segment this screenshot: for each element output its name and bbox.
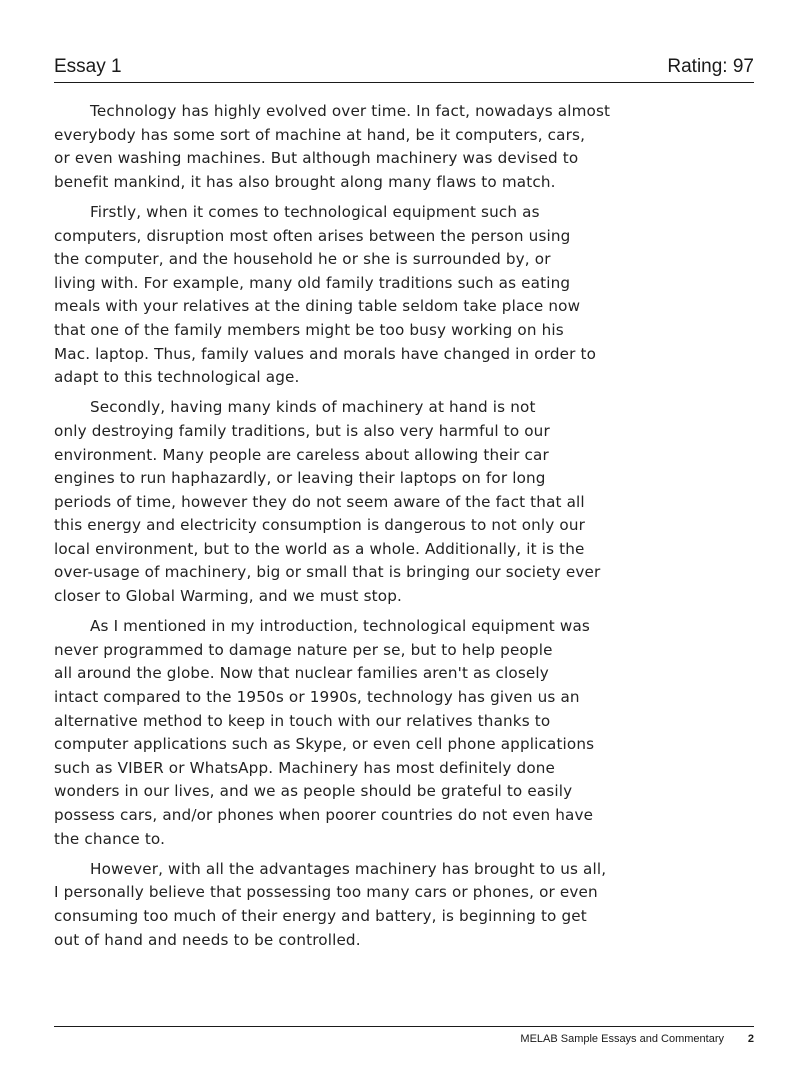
text-line: closer to Global Warming, and we must stop. — [54, 587, 402, 606]
text-line: periods of time, however they do not seem aware of the fact that all — [54, 492, 585, 511]
essay-body — [54, 100, 754, 959]
text-line: Mac. laptop. Thus, family values and morals have changed in order to — [54, 344, 597, 363]
text-line: living with. For example, many old family traditions such as eating — [54, 273, 571, 292]
page-footer — [54, 1026, 754, 1045]
text-line: the chance to. — [54, 829, 166, 848]
text-line: benefit mankind, it has also brought along many flaws to match. — [54, 172, 556, 191]
text-line: Secondly, having many kinds of machinery at hand is not — [90, 398, 536, 417]
text-line: engines to run haphazardly, or leaving their laptops on for long — [54, 469, 546, 488]
page-header — [54, 56, 754, 83]
text-line: this energy and electricity consumption is dangerous to not only our — [54, 516, 586, 535]
paragraph-2 — [54, 201, 754, 390]
text-line: everybody has some sort of machine at hand, be it computers, cars, — [54, 125, 586, 144]
paragraph-1 — [54, 100, 754, 194]
paragraph-5 — [54, 858, 754, 952]
text-line: wonders in our lives, and we as people should be grateful to easily — [54, 782, 573, 801]
essay-rating: Rating: 97 — [667, 56, 754, 77]
text-line: or even washing machines. But although machinery was devised to — [54, 149, 579, 168]
paragraph-4 — [54, 615, 754, 851]
text-line: computers, disruption most often arises between the person using — [54, 226, 571, 245]
text-line: alternative method to keep in touch with our relatives thanks to — [54, 711, 551, 730]
page-number: 2 — [747, 1033, 754, 1045]
text-line: meals with your relatives at the dining table seldom take place now — [54, 297, 581, 316]
text-line: all around the globe. Now that nuclear families aren't as closely — [54, 664, 549, 683]
text-line: I personally believe that possessing too many cars or phones, or even — [54, 883, 598, 902]
text-line: that one of the family members might be too busy working on his — [54, 320, 564, 339]
text-line: possess cars, and/or phones when poorer countries do not even have — [54, 806, 594, 824]
text-line: intact compared to the 1950s or 1990s, technology has given us an — [54, 688, 580, 707]
text-line: Firstly, when it comes to technological equipment such as — [90, 202, 540, 221]
text-line: consuming too much of their energy and battery, is beginning to get — [54, 906, 587, 925]
text-line: Technology has highly evolved over time. In fact, nowadays almost — [90, 102, 611, 120]
text-line: never programmed to damage nature per se, but to help people — [54, 640, 553, 659]
text-line: local environment, but to the world as a whole. Additionally, it is the — [54, 539, 585, 558]
text-line: such as VIBER or WhatsApp. Machinery has most definitely done — [54, 758, 556, 777]
text-line: over-usage of machinery, big or small that is bringing our society ever — [54, 563, 601, 582]
text-line: adapt to this technological age. — [54, 368, 300, 387]
paragraph-3 — [54, 396, 754, 608]
text-line: the computer, and the household he or she is surrounded by, or — [54, 250, 551, 269]
text-line: environment. Many people are careless about allowing their car — [54, 445, 549, 464]
text-line: computer applications such as Skype, or even cell phone applications — [54, 735, 595, 754]
text-line: However, with all the advantages machinery has brought to us all, — [90, 859, 607, 878]
text-line: out of hand and needs to be controlled. — [54, 930, 361, 949]
essay-title: Essay 1 — [54, 56, 122, 77]
footer-publication-title: MELAB Sample Essays and Commentary — [520, 1033, 724, 1045]
text-line: As I mentioned in my introduction, technological equipment was — [90, 617, 590, 636]
text-line: only destroying family traditions, but is also very harmful to our — [54, 421, 550, 440]
